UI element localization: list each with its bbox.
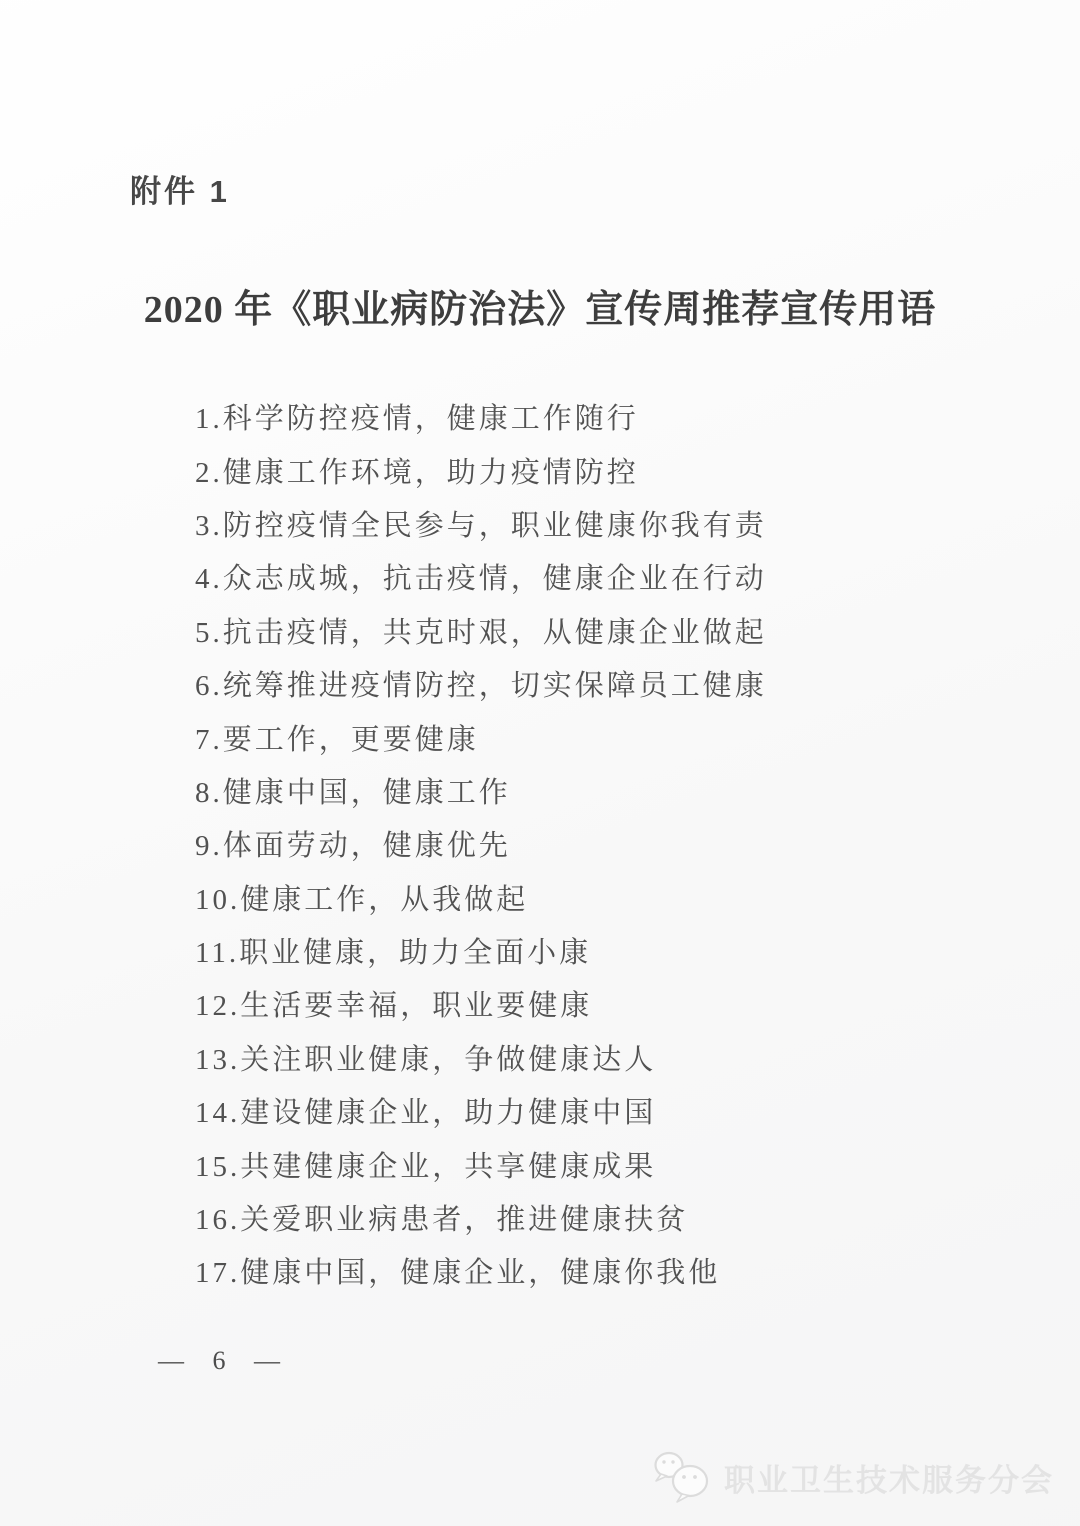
- wechat-icon: [652, 1450, 714, 1504]
- footer-label: 职业卫生技术服务分会: [724, 1462, 1054, 1498]
- slogan-list: [195, 390, 1020, 1298]
- slogan-item: 2.健康工作环境，助力疫情防控: [195, 456, 639, 489]
- slogan-item: 15.共建健康企业，共享健康成果: [195, 1150, 657, 1183]
- page-number: — 6 —: [158, 1346, 286, 1375]
- slogan-item: 5.抗击疫情，共克时艰，从健康企业做起: [195, 616, 767, 649]
- slogan-item: 17.健康中国，健康企业，健康你我他: [195, 1257, 721, 1290]
- slogan-item: 7.要工作，更要健康: [195, 723, 479, 756]
- slogan-item: 1.科学防控疫情，健康工作随行: [195, 403, 639, 436]
- slogan-item: 16.关爱职业病患者，推进健康扶贫: [195, 1204, 689, 1237]
- page-title: 2020 年《职业病防治法》宣传周推荐宣传用语: [143, 289, 937, 331]
- attachment-label: 附件 1: [130, 174, 230, 209]
- slogan-item: 12.生活要幸福，职业要健康: [195, 990, 593, 1023]
- slogan-item: 6.统筹推进疫情防控，切实保障员工健康: [195, 670, 767, 703]
- slogan-item: 10.健康工作，从我做起: [195, 883, 529, 916]
- slogan-item: 13.关注职业健康，争做健康达人: [195, 1043, 657, 1076]
- slogan-item: 4.众志成城，抗击疫情，健康企业在行动: [195, 563, 767, 596]
- slogan-item: 14.建设健康企业，助力健康中国: [195, 1097, 657, 1130]
- slogan-item: 9.体面劳动，健康优先: [195, 830, 511, 863]
- footer-watermark: [652, 1450, 1054, 1504]
- slogan-item: 3.防控疫情全民参与，职业健康你我有责: [195, 509, 767, 542]
- slogan-item: 11.职业健康，助力全面小康: [195, 937, 592, 970]
- slogan-item: 8.健康中国，健康工作: [195, 776, 511, 809]
